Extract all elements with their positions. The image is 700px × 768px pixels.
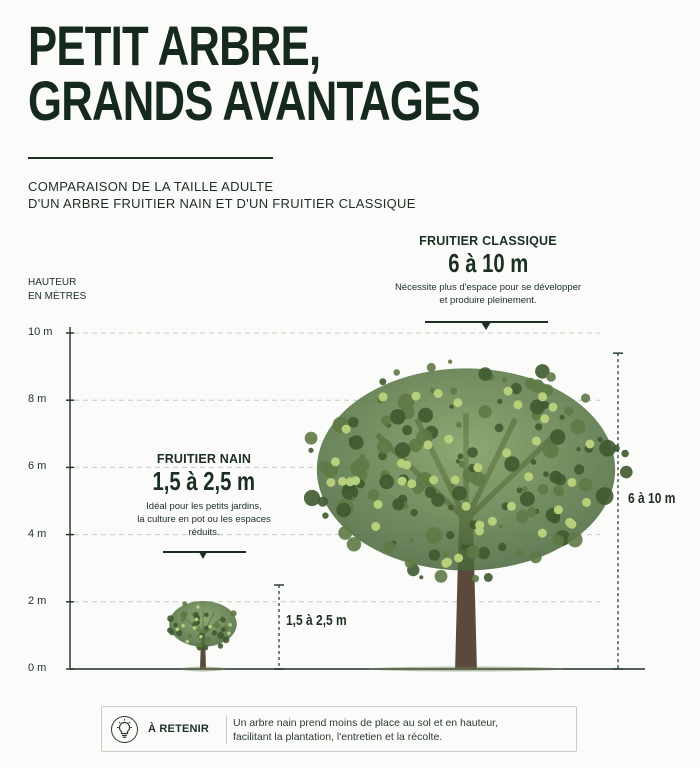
callout-nain-desc-line-1: Idéal pour les petits jardins, (146, 501, 262, 512)
tree-fruitier-classique (304, 360, 633, 672)
fruit (504, 387, 513, 396)
leaf-cluster (596, 487, 614, 505)
fruit (473, 463, 482, 472)
y-axis-title-line-2: EN MÈTRES (28, 291, 87, 302)
fruit (453, 398, 462, 407)
callout-nain-desc-line-2: la culture en pot ou les espaces (137, 514, 271, 525)
callout-classique-description (370, 281, 606, 307)
callout-classique-pointer (481, 322, 491, 330)
leaf-cluster (554, 474, 566, 486)
leaf-cluster (516, 549, 523, 556)
leaf-cluster (574, 464, 584, 474)
fruit (451, 476, 460, 485)
leaf-cluster (550, 429, 565, 444)
fruit (502, 448, 511, 457)
leaf-cluster (181, 617, 185, 621)
leaf-cluster (390, 409, 406, 425)
leaf-cluster (308, 448, 313, 453)
fruit (582, 498, 591, 507)
leaf-cluster (538, 484, 549, 495)
fruit (429, 476, 438, 485)
leaf-cluster (502, 377, 507, 382)
leaf-cluster (466, 545, 479, 558)
leaf-cluster (217, 632, 224, 639)
callout-nain-heading: FRUITIER NAIN (156, 452, 252, 466)
leaf-cluster (495, 424, 504, 433)
leaf-cluster (516, 510, 529, 523)
leaf-cluster (467, 447, 478, 458)
fruit (199, 635, 203, 639)
leaf-cluster (383, 541, 395, 553)
leaf-cluster (478, 367, 492, 381)
leaf-cluster (426, 527, 443, 544)
leaf-cluster (221, 627, 226, 632)
leaf-cluster (204, 613, 209, 618)
leaf-cluster (531, 379, 545, 393)
title-line-1: PETIT ARBRE, (28, 14, 321, 77)
leaf-cluster (220, 617, 225, 622)
leaf-cluster (435, 570, 448, 583)
leaf-cluster (392, 498, 404, 510)
leaf-cluster (449, 405, 453, 409)
tree-fruitier-nain (167, 601, 237, 672)
callout-classique-desc-line-1: Nécessite plus d'espace pour se développer (394, 282, 582, 293)
leaf-cluster (581, 394, 590, 403)
fruit (538, 529, 547, 538)
leaf-cluster (564, 407, 573, 416)
leaf-cluster (427, 363, 436, 372)
fruit (444, 435, 453, 444)
leaf-cluster (497, 399, 502, 404)
fruit (434, 389, 443, 398)
callout-classique-heading: FRUITIER CLASSIQUE (419, 234, 557, 248)
leaf-cluster (531, 459, 537, 465)
leaf-cluster (182, 601, 187, 606)
fruit (374, 500, 383, 509)
leaf-cluster (205, 636, 211, 642)
leaf-cluster (167, 615, 174, 622)
fruit (398, 477, 407, 486)
fruit (567, 520, 576, 529)
leaf-cluster (530, 551, 542, 563)
leaf-cluster (570, 420, 585, 435)
leaf-cluster (446, 531, 454, 539)
leaf-cluster (472, 575, 479, 582)
leaf-cluster (448, 505, 454, 511)
fruit (379, 392, 388, 401)
leaf-cluster (452, 486, 467, 501)
fruit (538, 392, 547, 401)
leaf-cluster (223, 636, 230, 643)
leaf-cluster (450, 388, 457, 395)
leaf-cluster (336, 503, 351, 518)
fruit (585, 440, 594, 449)
leaf-cluster (230, 610, 236, 616)
subtitle-line-1: COMPARAISON DE LA TAILLE ADULTE (28, 179, 274, 194)
y-tick-label: 4 m (28, 527, 47, 540)
fruit (196, 605, 200, 609)
leaf-cluster (203, 645, 208, 650)
leaf-cluster (479, 405, 492, 418)
callout-nain-description (120, 500, 288, 539)
fruit (176, 628, 180, 632)
fruit (342, 425, 351, 434)
leaf-cluster (456, 422, 462, 428)
fruit (513, 400, 522, 409)
leaf-cluster (322, 512, 328, 518)
leaf-cluster (431, 493, 445, 507)
leaf-cluster (192, 622, 197, 627)
ground-shadow (181, 667, 225, 672)
fruit (412, 392, 421, 401)
fruit (554, 505, 563, 514)
leaf-cluster (410, 509, 417, 516)
leaf-cluster (546, 372, 556, 382)
leaf-cluster (197, 647, 201, 651)
key-takeaway-box (101, 706, 577, 752)
dimension-label-classique: 6 à 10 m (628, 490, 676, 507)
leaf-cluster (351, 497, 355, 501)
leaf-cluster (379, 474, 394, 489)
fruit (193, 626, 197, 630)
title-line-2: GRANDS AVANTAGES (28, 69, 480, 132)
fruit (454, 554, 463, 563)
leaf-cluster (499, 524, 503, 528)
leaf-cluster (405, 558, 415, 568)
fruit (488, 517, 497, 526)
callout-nain-pointer (199, 552, 207, 559)
leaf-cluster (517, 487, 523, 493)
fruit (441, 559, 450, 568)
leaf-cluster (458, 454, 464, 460)
leaf-cluster (214, 622, 220, 628)
leaf-cluster (579, 478, 593, 492)
leaf-cluster (173, 623, 177, 627)
leaf-cluster (212, 630, 217, 635)
leaf-cluster (613, 445, 620, 452)
leaf-cluster (520, 492, 535, 507)
leaf-cluster (318, 497, 328, 507)
leaf-cluster (319, 460, 331, 472)
callout-nain-range: 1,5 à 2,5 m (152, 466, 256, 496)
fruit (228, 623, 232, 627)
leaf-cluster (498, 543, 506, 551)
leaf-cluster (448, 360, 452, 364)
ground-shadow (369, 667, 564, 672)
fruit (424, 440, 433, 449)
note-divider (226, 716, 227, 744)
fruit (524, 472, 533, 481)
y-tick-label: 6 m (28, 460, 47, 473)
leaf-cluster (204, 626, 208, 630)
note-text (233, 716, 573, 744)
leaf-cluster (443, 551, 449, 557)
leaf-cluster (167, 627, 173, 633)
note-label: À RETENIR (148, 723, 210, 735)
y-tick-label: 0 m (28, 662, 47, 674)
leaf-cluster (381, 415, 391, 425)
leaf-cluster (347, 537, 361, 551)
fruit (331, 457, 340, 466)
callout-classique-range: 6 à 10 m (447, 248, 529, 278)
fruit (532, 437, 541, 446)
y-axis-title-line-1: HAUTEUR (28, 277, 77, 288)
leaf-cluster (402, 425, 412, 435)
leaf-cluster (530, 399, 545, 414)
fruit (195, 618, 199, 622)
fruit (227, 632, 231, 636)
fruit (181, 624, 185, 628)
y-tick-label: 8 m (28, 393, 47, 406)
leaf-cluster (409, 538, 414, 543)
fruit (567, 478, 576, 487)
fruit (185, 640, 189, 644)
callout-classique-desc-line-2: et produire pleinement. (439, 295, 537, 306)
leaf-cluster (458, 461, 465, 468)
leaf-cluster (429, 549, 441, 561)
fruit (338, 477, 347, 486)
fruit (402, 461, 411, 470)
leaf-cluster (338, 526, 352, 540)
leaf-cluster (419, 575, 423, 579)
leaf-cluster (304, 490, 320, 506)
leaf-cluster (349, 435, 364, 450)
y-tick-label: 2 m (28, 594, 47, 607)
leaf-cluster (567, 532, 582, 547)
callout-fruitier-classique (370, 234, 606, 307)
leaf-cluster (553, 486, 562, 495)
note-text-line-2: facilitant la plantation, l'entretien et la récolte. (233, 731, 443, 743)
fruit (507, 502, 516, 511)
note-text-line-1: Un arbre nain prend moins de place au sol et en hauteur, (233, 717, 499, 729)
leaf-cluster (484, 573, 493, 582)
leaf-cluster (368, 489, 379, 500)
leaf-cluster (305, 432, 318, 445)
leaf-cluster (393, 369, 400, 376)
leaf-cluster (535, 423, 542, 430)
fruit (208, 625, 212, 629)
y-tick-label: 10 m (28, 326, 53, 338)
fruit (462, 502, 471, 511)
fruit (475, 527, 484, 536)
leaf-cluster (543, 471, 549, 477)
leaf-cluster (395, 442, 411, 458)
leaf-cluster (560, 415, 565, 420)
callout-fruitier-nain (120, 452, 288, 539)
leaf-cluster (504, 456, 519, 471)
subtitle-line-2: D'UN ARBRE FRUITIER NAIN ET D'UN FRUITIER CLASSIQUE (28, 196, 416, 211)
callout-nain-desc-line-3: réduits. (188, 527, 220, 538)
leaf-cluster (597, 437, 602, 442)
fruit (540, 414, 549, 423)
leaf-cluster (418, 408, 433, 423)
fruit (351, 476, 360, 485)
leaf-cluster (552, 535, 564, 547)
leaf-cluster (522, 486, 527, 491)
leaf-cluster (621, 450, 629, 458)
leaf-cluster (193, 612, 199, 618)
leaf-cluster (471, 472, 485, 486)
dimension-label-nain: 1,5 à 2,5 m (286, 612, 347, 629)
leaf-cluster (620, 466, 633, 479)
fruit (371, 522, 380, 531)
leaf-cluster (379, 378, 386, 385)
leaf-cluster (180, 613, 184, 617)
fruit (407, 479, 416, 488)
leaf-cluster (218, 643, 223, 648)
lightbulb-icon (111, 716, 138, 743)
leaf-cluster (188, 634, 192, 638)
leaf-cluster (377, 439, 392, 454)
leaf-cluster (576, 447, 580, 451)
fruit (326, 478, 335, 487)
fruit (549, 403, 558, 412)
